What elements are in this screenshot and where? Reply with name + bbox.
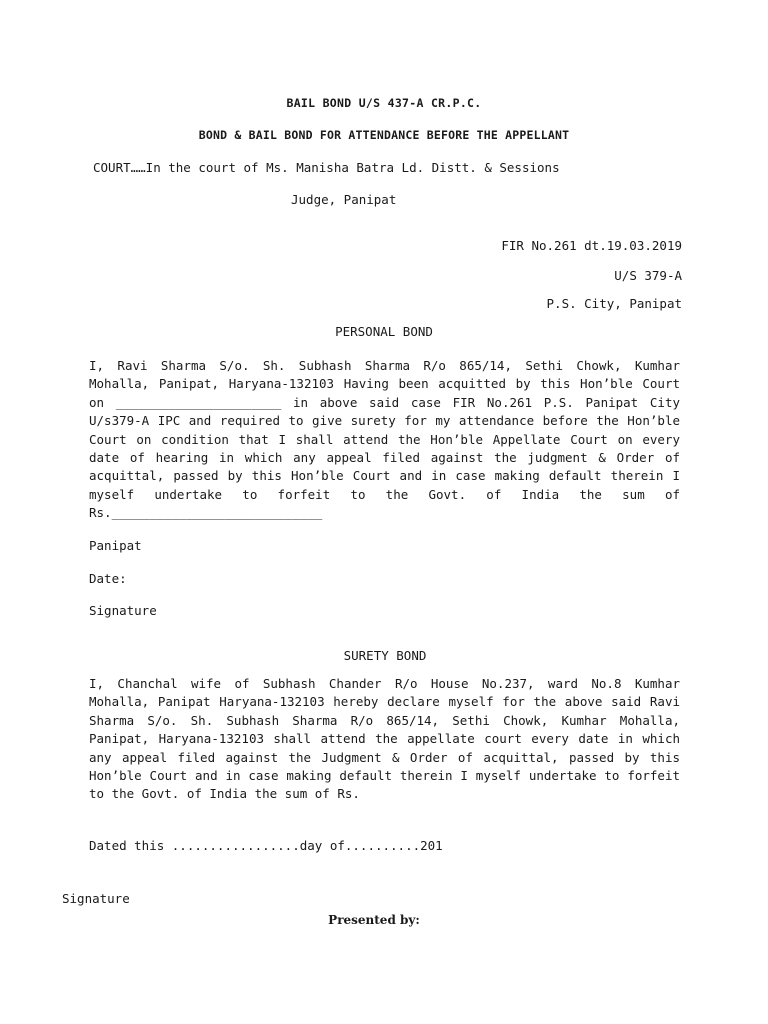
dated-line: Dated this .................day of..........201 xyxy=(89,838,443,853)
court-line: COURT……In the court of Ms. Manisha Batra Ld. Distt. & Sessions xyxy=(93,160,560,175)
police-station: P.S. City, Panipat xyxy=(546,296,682,311)
surety-signature-label: Signature xyxy=(62,891,130,906)
personal-bond-heading: PERSONAL BOND xyxy=(335,324,433,339)
surety-bond-body: I, Chanchal wife of Subhash Chander R/o House No.237, ward No.8 Kumhar Mohalla, Panipat Haryana-132103 hereby declare myself for the above said Ravi Sharma S/o. Sh. Subhash Sharma R/o 865/14, Sethi Chowk, Kumhar Mohalla, Panipat, Haryana-132103 shall attend the appellate court every date in which any appeal filed against the Judgment & Order of acquittal, passed by this Hon’ble Court and in case making default therein I myself undertake to forfeit to the Govt. of India the sum of Rs. xyxy=(89,676,680,802)
personal-bond-body: I, Ravi Sharma S/o. Sh. Subhash Sharma R/o 865/14, Sethi Chowk, Kumhar Mohalla, Panipat, Haryana-132103 Having been acquitted by this Hon’ble Court on ______________________ in above said case FIR No.261 P.S. Panipat City U/s379-A IPC and required to give surety for my attendance before the Hon’ble Court on condition that I shall attend the Hon’ble Appellate Court on every date of hearing in which any appeal filed against the judgment & Order of acquittal, passed by this Hon’ble Court and in case making default therein I myself undertake to forfeit to the Govt. of India the sum of Rs.____________________________ xyxy=(89,358,680,521)
personal-bond-place: Panipat xyxy=(89,538,142,553)
personal-bond-date-label: Date: xyxy=(89,571,127,586)
presented-by-label: Presented by: xyxy=(328,913,420,927)
fir-number: FIR No.261 dt.19.03.2019 xyxy=(501,238,682,253)
document-subtitle: BOND & BAIL BOND FOR ATTENDANCE BEFORE THE APPELLANT xyxy=(198,128,570,142)
document-title: BAIL BOND U/S 437-A CR.P.C. xyxy=(286,96,482,110)
surety-bond-heading: SURETY BOND xyxy=(343,648,427,663)
personal-bond-signature-label: Signature xyxy=(89,603,157,618)
court-line-continued: Judge, Panipat xyxy=(291,192,397,207)
section-reference: U/S 379-A xyxy=(614,268,682,283)
